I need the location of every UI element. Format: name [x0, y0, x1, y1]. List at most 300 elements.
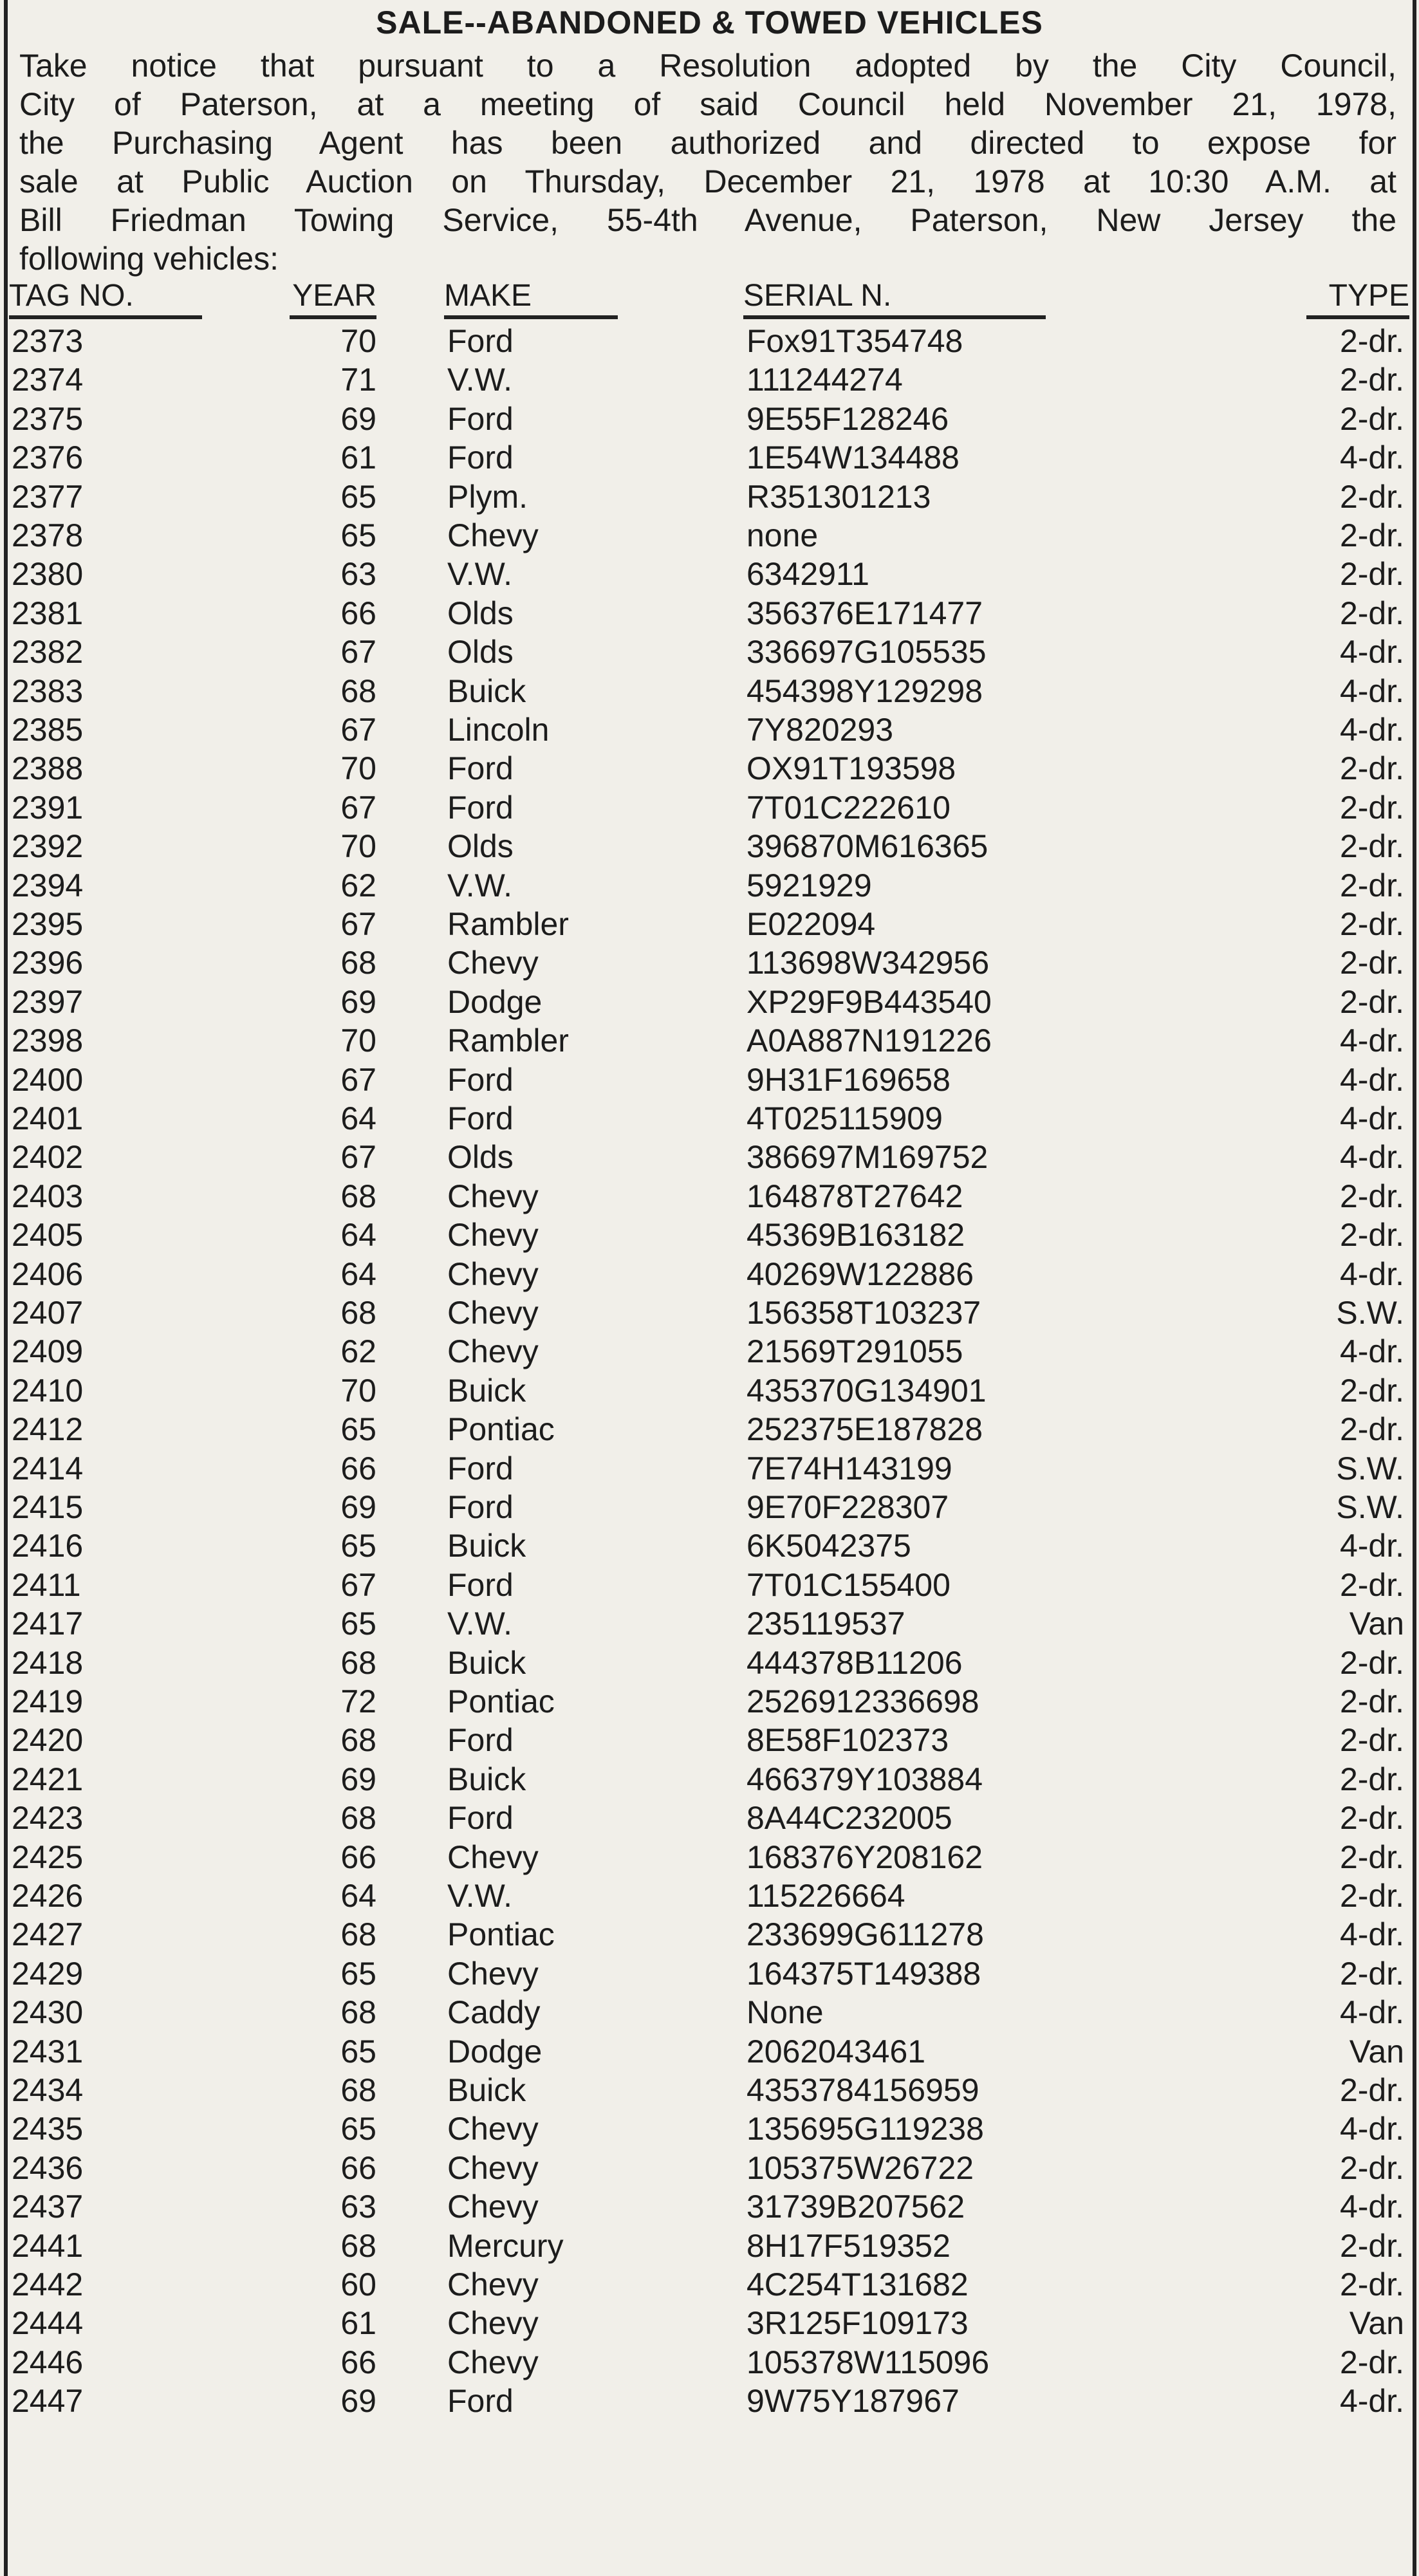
tag-no-cell: 2405 [12, 1217, 84, 1254]
year-cell: 69 [340, 2383, 376, 2420]
year-cell: 62 [340, 867, 376, 903]
make-cell: Ford [447, 1100, 514, 1136]
table-header-row [0, 277, 1419, 315]
table-row [0, 1954, 1419, 1993]
make-cell: Chevy [447, 1256, 539, 1292]
type-cell: 2-dr. [1339, 867, 1404, 903]
year-cell: 71 [340, 362, 376, 398]
table-row [0, 1061, 1419, 1099]
type-cell: 2-dr. [1339, 2344, 1404, 2380]
tag-no-cell: 2385 [12, 712, 84, 748]
type-cell: 2-dr. [1339, 478, 1404, 515]
serial-no-cell: 9W75Y187967 [747, 2383, 960, 2420]
make-cell: V.W. [447, 1878, 512, 1914]
year-cell: 67 [340, 1139, 376, 1176]
table-row [0, 1332, 1419, 1371]
make-cell: Ford [447, 789, 514, 826]
type-cell: 4-dr. [1339, 1528, 1404, 1564]
tag-no-cell: 2382 [12, 634, 84, 671]
serial-no-cell: 156358T103237 [747, 1295, 981, 1331]
serial-no-cell: 8E58F102373 [747, 1722, 949, 1759]
make-cell: Ford [447, 2383, 514, 2420]
year-cell: 65 [340, 517, 376, 553]
type-cell: 2-dr. [1339, 789, 1404, 826]
year-cell: 65 [340, 1606, 376, 1642]
year-cell: 69 [340, 1489, 376, 1525]
serial-no-cell: 31739B207562 [747, 2189, 965, 2225]
tag-no-cell: 2391 [12, 789, 84, 826]
tag-no-cell: 2426 [12, 1878, 84, 1914]
table-row [0, 1293, 1419, 1332]
make-cell: Olds [447, 595, 514, 631]
tag-no-cell: 2437 [12, 2189, 84, 2225]
type-cell: S.W. [1336, 1295, 1404, 1331]
serial-no-cell: A0A887N191226 [747, 1023, 992, 1059]
year-cell: 65 [340, 2111, 376, 2147]
tag-no-cell: 2418 [12, 1644, 84, 1681]
table-row [0, 1799, 1419, 1837]
tag-no-cell: 2444 [12, 2305, 84, 2342]
type-cell: 4-dr. [1339, 1061, 1404, 1098]
make-cell: Ford [447, 1722, 514, 1759]
type-cell: 4-dr. [1339, 672, 1404, 709]
type-cell: 2-dr. [1339, 1722, 1404, 1759]
table-row [0, 1876, 1419, 1915]
notice-line: Take notice that pursuant to a Resolution adopted by the City Council, [19, 48, 1396, 84]
serial-no-cell: 9E70F228307 [747, 1489, 949, 1525]
tag-no-cell: 2377 [12, 478, 84, 515]
type-cell: 2-dr. [1339, 1178, 1404, 1214]
tag-no-cell: 2412 [12, 1411, 84, 1448]
table-row [0, 1604, 1419, 1643]
type-cell: 4-dr. [1339, 2111, 1404, 2147]
year-cell: 68 [340, 1994, 376, 2031]
notice-line: Bill Friedman Towing Service, 55-4th Avenue, Paterson, New Jersey the [19, 202, 1396, 238]
tag-no-cell: 2410 [12, 1372, 84, 1409]
type-cell: 2-dr. [1339, 2149, 1404, 2186]
tag-no-cell: 2381 [12, 595, 84, 631]
serial-no-cell: 40269W122886 [747, 1256, 974, 1292]
type-cell: 4-dr. [1339, 1994, 1404, 2031]
table-row [0, 672, 1419, 710]
make-cell: Ford [447, 1061, 514, 1098]
year-cell: 70 [340, 828, 376, 865]
year-cell: 64 [340, 1256, 376, 1292]
table-row [0, 1216, 1419, 1254]
type-cell: 4-dr. [1339, 2383, 1404, 2420]
tag-no-cell: 2402 [12, 1139, 84, 1176]
serial-no-cell: 113698W342956 [747, 945, 990, 981]
make-cell: Olds [447, 1139, 514, 1176]
table-row [0, 1838, 1419, 1876]
type-cell: 2-dr. [1339, 1761, 1404, 1797]
year-cell: 66 [340, 1839, 376, 1875]
year-cell: 68 [340, 672, 376, 709]
make-cell: Chevy [447, 1217, 539, 1254]
make-cell: Dodge [447, 2033, 543, 2070]
tag-no-cell: 2446 [12, 2344, 84, 2380]
type-cell: 2-dr. [1339, 1878, 1404, 1914]
make-cell: Rambler [447, 906, 569, 942]
year-cell: 68 [340, 1800, 376, 1837]
tag-no-cell: 2442 [12, 2266, 84, 2303]
table-row [0, 1177, 1419, 1216]
tag-no-cell: 2392 [12, 828, 84, 865]
table-row [0, 1099, 1419, 1138]
serial-no-cell: 252375E187828 [747, 1411, 983, 1448]
serial-no-cell: 435370G134901 [747, 1372, 987, 1409]
tag-no-cell: 2423 [12, 1800, 84, 1837]
make-cell: Buick [447, 1528, 526, 1564]
make-cell: V.W. [447, 1606, 512, 1642]
tag-no-cell: 2411 [12, 1566, 81, 1603]
type-cell: 2-dr. [1339, 906, 1404, 942]
make-cell: Lincoln [447, 712, 550, 748]
table-row [0, 555, 1419, 593]
table-row [0, 983, 1419, 1021]
tag-no-cell: 2388 [12, 750, 84, 787]
tag-no-cell: 2407 [12, 1295, 84, 1331]
make-cell: Mercury [447, 2227, 564, 2264]
type-cell: 2-dr. [1339, 983, 1404, 1020]
type-cell: 2-dr. [1339, 750, 1404, 787]
type-cell: 4-dr. [1339, 1333, 1404, 1370]
table-row [0, 1682, 1419, 1721]
serial-no-cell: 2526912336698 [747, 1683, 979, 1719]
table-row [0, 1255, 1419, 1293]
year-cell: 68 [340, 1722, 376, 1759]
table-row [0, 516, 1419, 555]
tag-no-cell: 2409 [12, 1333, 84, 1370]
tag-no-cell: 2420 [12, 1722, 84, 1759]
table-row [0, 1021, 1419, 1060]
make-cell: Rambler [447, 1023, 569, 1059]
type-cell: 2-dr. [1339, 1644, 1404, 1681]
type-cell: 2-dr. [1339, 323, 1404, 359]
table-row [0, 905, 1419, 943]
serial-no-cell: 8A44C232005 [747, 1800, 952, 1837]
type-cell: 4-dr. [1339, 2189, 1404, 2225]
year-cell: 68 [340, 1178, 376, 1214]
year-cell: 66 [340, 2344, 376, 2380]
make-cell: Chevy [447, 517, 539, 553]
year-cell: 63 [340, 2189, 376, 2225]
make-cell: Ford [447, 400, 514, 437]
type-cell: 4-dr. [1339, 1916, 1404, 1953]
make-cell: Buick [447, 1644, 526, 1681]
table-row [0, 943, 1419, 982]
table-row [0, 788, 1419, 827]
header-serial-no: SERIAL N. [743, 277, 1046, 319]
serial-no-cell: 111244274 [747, 362, 903, 398]
tag-no-cell: 2395 [12, 906, 84, 942]
year-cell: 67 [340, 789, 376, 826]
tag-no-cell: 2431 [12, 2033, 84, 2070]
make-cell: Chevy [447, 1178, 539, 1214]
table-row [0, 2071, 1419, 2109]
table-row [0, 400, 1419, 438]
tag-no-cell: 2447 [12, 2383, 84, 2420]
notice-line: the Purchasing Agent has been authorized and directed to expose for [19, 125, 1396, 161]
year-cell: 68 [340, 2227, 376, 2264]
serial-no-cell: 2062043461 [747, 2033, 926, 2070]
type-cell: 4-dr. [1339, 440, 1404, 476]
type-cell: 2-dr. [1339, 1800, 1404, 1837]
year-cell: 65 [340, 478, 376, 515]
year-cell: 61 [340, 440, 376, 476]
table-row [0, 1760, 1419, 1799]
make-cell: Ford [447, 323, 514, 359]
table-row [0, 1410, 1419, 1449]
table-row [0, 2149, 1419, 2187]
serial-no-cell: 9H31F169658 [747, 1061, 951, 1098]
tag-no-cell: 2436 [12, 2149, 84, 2186]
serial-no-cell: 4353784156959 [747, 2072, 979, 2108]
notice-line: City of Paterson, at a meeting of said Council held November 21, 1978, [19, 86, 1396, 122]
make-cell: Ford [447, 1566, 514, 1603]
table-row [0, 749, 1419, 788]
year-cell: 65 [340, 2033, 376, 2070]
type-cell: 2-dr. [1339, 2227, 1404, 2264]
make-cell: Chevy [447, 2189, 539, 2225]
serial-no-cell: E022094 [747, 906, 876, 942]
table-row [0, 2187, 1419, 2226]
serial-no-cell: 7Y820293 [747, 712, 894, 748]
year-cell: 64 [340, 1100, 376, 1136]
tag-no-cell: 2429 [12, 1955, 84, 1992]
tag-no-cell: 2373 [12, 323, 84, 359]
table-row [0, 1138, 1419, 1176]
serial-no-cell: 235119537 [747, 1606, 905, 1642]
year-cell: 65 [340, 1528, 376, 1564]
make-cell: Ford [447, 1489, 514, 1525]
serial-no-cell: Fox91T354748 [747, 323, 963, 359]
serial-no-cell: 356376E171477 [747, 595, 983, 631]
make-cell: Caddy [447, 1994, 541, 2031]
table-row [0, 594, 1419, 633]
serial-no-cell: 1E54W134488 [747, 440, 960, 476]
header-type: TYPE [1306, 277, 1409, 319]
tag-no-cell: 2425 [12, 1839, 84, 1875]
serial-no-cell: 7T01C155400 [747, 1566, 951, 1603]
serial-no-cell: 336697G105535 [747, 634, 987, 671]
table-row [0, 2109, 1419, 2148]
serial-no-cell: none [747, 517, 819, 553]
tag-no-cell: 2441 [12, 2227, 84, 2264]
type-cell: 2-dr. [1339, 595, 1404, 631]
serial-no-cell: R351301213 [747, 478, 931, 515]
table-row [0, 2227, 1419, 2265]
make-cell: Chevy [447, 1955, 539, 1992]
make-cell: Ford [447, 1450, 514, 1487]
type-cell: 4-dr. [1339, 712, 1404, 748]
serial-no-cell: 105375W26722 [747, 2149, 974, 2186]
make-cell: Ford [447, 1800, 514, 1837]
make-cell: Pontiac [447, 1411, 555, 1448]
type-cell: 2-dr. [1339, 1372, 1404, 1409]
type-cell: 4-dr. [1339, 634, 1404, 671]
make-cell: Chevy [447, 1295, 539, 1331]
table-row [0, 1449, 1419, 1488]
tag-no-cell: 2406 [12, 1256, 84, 1292]
table-row [0, 1993, 1419, 2032]
type-cell: S.W. [1336, 1450, 1404, 1487]
year-cell: 65 [340, 1955, 376, 1992]
tag-no-cell: 2380 [12, 556, 84, 593]
serial-no-cell: 45369B163182 [747, 1217, 965, 1254]
table-row [0, 866, 1419, 905]
header-tag-no: TAG NO. [9, 277, 202, 319]
year-cell: 67 [340, 712, 376, 748]
make-cell: Chevy [447, 2111, 539, 2147]
tag-no-cell: 2374 [12, 362, 84, 398]
tag-no-cell: 2435 [12, 2111, 84, 2147]
year-cell: 64 [340, 1217, 376, 1254]
make-cell: V.W. [447, 867, 512, 903]
type-cell: S.W. [1336, 1489, 1404, 1525]
type-cell: 2-dr. [1339, 828, 1404, 865]
type-cell: 2-dr. [1339, 556, 1404, 593]
type-cell: 4-dr. [1339, 1256, 1404, 1292]
tag-no-cell: 2416 [12, 1528, 84, 1564]
year-cell: 69 [340, 983, 376, 1020]
serial-no-cell: 466379Y103884 [747, 1761, 983, 1797]
table-row [0, 1566, 1419, 1604]
table-row [0, 1526, 1419, 1565]
notice-line: following vehicles: [19, 241, 279, 277]
tag-no-cell: 2417 [12, 1606, 84, 1642]
type-cell: 2-dr. [1339, 1566, 1404, 1603]
year-cell: 68 [340, 1295, 376, 1331]
table-row [0, 1644, 1419, 1682]
year-cell: 70 [340, 1372, 376, 1409]
serial-no-cell: 8H17F519352 [747, 2227, 951, 2264]
table-row [0, 827, 1419, 866]
make-cell: Dodge [447, 983, 543, 1020]
year-cell: 68 [340, 1644, 376, 1681]
table-row [0, 477, 1419, 516]
make-cell: Chevy [447, 2149, 539, 2186]
type-cell: 2-dr. [1339, 362, 1404, 398]
type-cell: 2-dr. [1339, 1955, 1404, 1992]
serial-no-cell: 444378B11206 [747, 1644, 963, 1681]
make-cell: Chevy [447, 2305, 539, 2342]
type-cell: 2-dr. [1339, 517, 1404, 553]
table-row [0, 1915, 1419, 1954]
make-cell: Buick [447, 1372, 526, 1409]
serial-no-cell: 4C254T131682 [747, 2266, 969, 2303]
table-row [0, 1721, 1419, 1759]
tag-no-cell: 2394 [12, 867, 84, 903]
year-cell: 62 [340, 1333, 376, 1370]
year-cell: 60 [340, 2266, 376, 2303]
tag-no-cell: 2415 [12, 1489, 84, 1525]
serial-no-cell: 396870M616365 [747, 828, 988, 865]
tag-no-cell: 2421 [12, 1761, 84, 1797]
tag-no-cell: 2376 [12, 440, 84, 476]
year-cell: 70 [340, 323, 376, 359]
serial-no-cell: 164878T27642 [747, 1178, 963, 1214]
serial-no-cell: 233699G611278 [747, 1916, 984, 1953]
type-cell: 4-dr. [1339, 1023, 1404, 1059]
year-cell: 66 [340, 595, 376, 631]
make-cell: Plym. [447, 478, 528, 515]
serial-no-cell: 135695G119238 [747, 2111, 984, 2147]
table-row [0, 360, 1419, 399]
serial-no-cell: 164375T149388 [747, 1955, 981, 1992]
tag-no-cell: 2383 [12, 672, 84, 709]
type-cell: 2-dr. [1339, 1217, 1404, 1254]
tag-no-cell: 2414 [12, 1450, 84, 1487]
year-cell: 67 [340, 906, 376, 942]
serial-no-cell: 7E74H143199 [747, 1450, 952, 1487]
year-cell: 67 [340, 1061, 376, 1098]
make-cell: Ford [447, 750, 514, 787]
year-cell: 63 [340, 556, 376, 593]
make-cell: V.W. [447, 362, 512, 398]
make-cell: Ford [447, 440, 514, 476]
year-cell: 67 [340, 1566, 376, 1603]
make-cell: Chevy [447, 2344, 539, 2380]
serial-no-cell: 6342911 [747, 556, 869, 593]
table-row [0, 2382, 1419, 2420]
serial-no-cell: 7T01C222610 [747, 789, 951, 826]
serial-no-cell: 105378W115096 [747, 2344, 990, 2380]
type-cell: 2-dr. [1339, 400, 1404, 437]
year-cell: 70 [340, 1023, 376, 1059]
tag-no-cell: 2397 [12, 983, 84, 1020]
serial-no-cell: None [747, 1994, 824, 2031]
year-cell: 72 [340, 1683, 376, 1719]
year-cell: 61 [340, 2305, 376, 2342]
serial-no-cell: 386697M169752 [747, 1139, 988, 1176]
tag-no-cell: 2419 [12, 1683, 84, 1719]
serial-no-cell: 454398Y129298 [747, 672, 983, 709]
make-cell: Chevy [447, 945, 539, 981]
serial-no-cell: 5921929 [747, 867, 872, 903]
header-year: YEAR [290, 277, 376, 319]
table-row [0, 710, 1419, 749]
make-cell: Pontiac [447, 1916, 555, 1953]
type-cell: 2-dr. [1339, 2266, 1404, 2303]
table-row [0, 2343, 1419, 2382]
year-cell: 65 [340, 1411, 376, 1448]
type-cell: Van [1349, 1606, 1404, 1642]
serial-no-cell: 168376Y208162 [747, 1839, 983, 1875]
make-cell: V.W. [447, 556, 512, 593]
serial-no-cell: 6K5042375 [747, 1528, 911, 1564]
year-cell: 66 [340, 1450, 376, 1487]
serial-no-cell: 4T025115909 [747, 1100, 943, 1136]
type-cell: 2-dr. [1339, 1839, 1404, 1875]
table-row [0, 2304, 1419, 2342]
table-row [0, 322, 1419, 360]
serial-no-cell: 21569T291055 [747, 1333, 963, 1370]
serial-no-cell: XP29F9B443540 [747, 983, 992, 1020]
tag-no-cell: 2378 [12, 517, 84, 553]
tag-no-cell: 2401 [12, 1100, 84, 1136]
notice-paragraph [19, 46, 1396, 278]
year-cell: 68 [340, 945, 376, 981]
table-row [0, 633, 1419, 671]
tag-no-cell: 2427 [12, 1916, 84, 1953]
type-cell: Van [1349, 2305, 1404, 2342]
make-cell: Buick [447, 1761, 526, 1797]
serial-no-cell: OX91T193598 [747, 750, 956, 787]
year-cell: 68 [340, 2072, 376, 2108]
make-cell: Olds [447, 634, 514, 671]
tag-no-cell: 2398 [12, 1023, 84, 1059]
